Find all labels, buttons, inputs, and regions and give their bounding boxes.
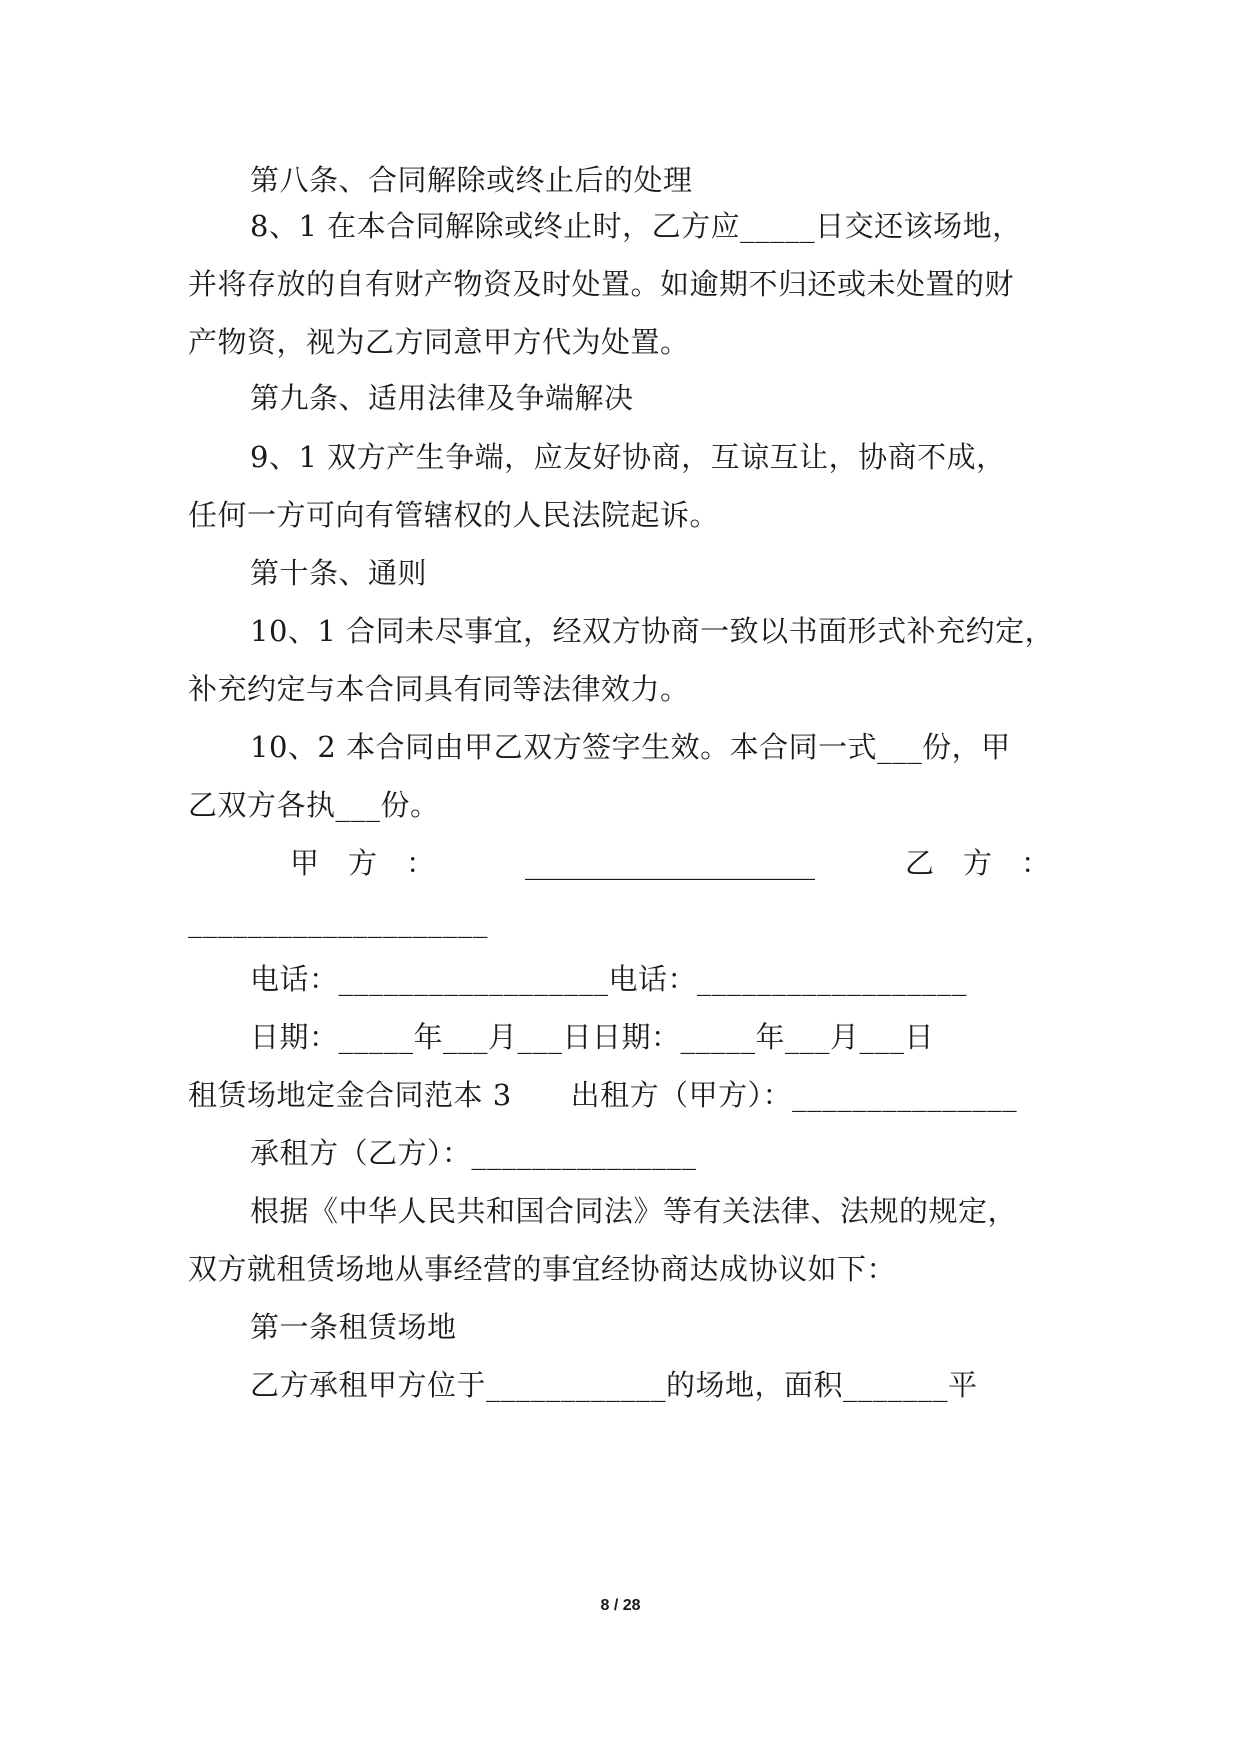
- party-a-blank: ____________________: [525, 846, 815, 880]
- article-10-heading: 第十条、通则: [250, 556, 428, 590]
- party-b-label: 乙 方 ：: [904, 846, 1050, 880]
- party-b-blank: ____________________: [188, 904, 488, 938]
- party-a-label: 甲 方 ：: [290, 846, 436, 880]
- clause-9-1-line-1: 9、1 双方产生争端，应友好协商，互谅互让，协商不成，: [250, 440, 1006, 474]
- clause-10-2-line-1: 10、2 本合同由甲乙双方签字生效。本合同一式___份，甲: [250, 730, 1011, 764]
- article-9-heading: 第九条、适用法律及争端解决: [250, 381, 634, 415]
- signature-row: [290, 843, 1050, 883]
- article-1-line-1: 乙方承租甲方位于____________的场地，面积_______平: [250, 1368, 978, 1402]
- article-1-heading: 第一条租赁场地: [250, 1310, 457, 1344]
- lessee-line: 承租方（乙方）：_______________: [250, 1136, 697, 1170]
- contract-3-title-line: 租赁场地定金合同范本 3 出租方（甲方）：_______________: [188, 1078, 1018, 1112]
- clause-8-1-line-2: 并将存放的自有财产物资及时处置。如逾期不归还或未处置的财: [188, 267, 1015, 301]
- clause-8-1-line-1: 8、1 在本合同解除或终止时，乙方应_____日交还该场地，: [250, 209, 1022, 243]
- clause-10-2-line-2: 乙双方各执___份。: [188, 788, 440, 822]
- preamble-line-2: 双方就租赁场地从事经营的事宜经协商达成协议如下：: [188, 1252, 897, 1286]
- page-number: 8 / 28: [600, 1597, 641, 1614]
- preamble-line-1: 根据《中华人民共和国合同法》等有关法律、法规的规定，: [250, 1194, 1018, 1228]
- phone-line: 电话：__________________电话：__________________: [250, 962, 968, 996]
- clause-8-1-line-3: 产物资，视为乙方同意甲方代为处置。: [188, 325, 690, 359]
- clause-10-1-line-1: 10、1 合同未尽事宜，经双方协商一致以书面形式补充约定，: [250, 614, 1055, 648]
- article-8-heading: 第八条、合同解除或终止后的处理: [250, 163, 693, 197]
- date-line: 日期：_____年___月___日日期：_____年___月___日: [250, 1020, 935, 1054]
- clause-10-1-line-2: 补充约定与本合同具有同等法律效力。: [188, 672, 690, 706]
- clause-9-1-line-2: 任何一方可向有管辖权的人民法院起诉。: [188, 498, 720, 532]
